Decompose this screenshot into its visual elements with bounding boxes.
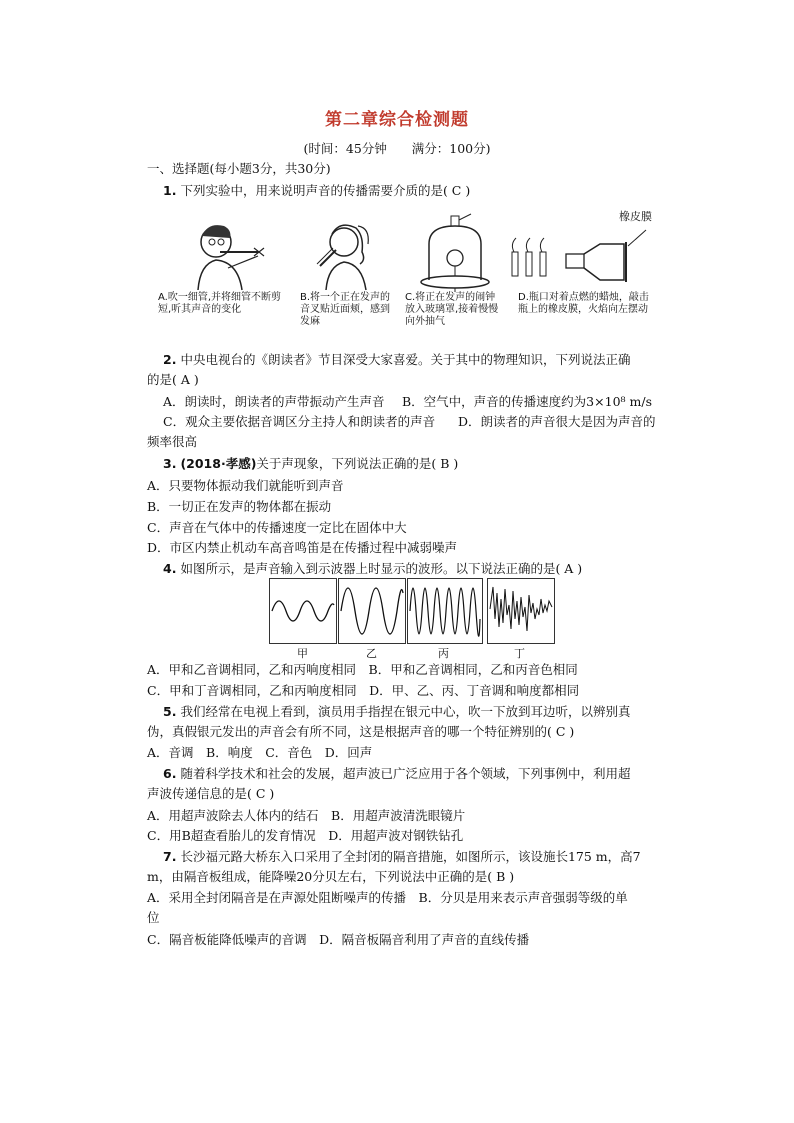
caption-c: C.将正在发声的闹钟放入玻璃罩,接着慢慢向外抽气 (405, 292, 499, 327)
exam-info: (时间：45分钟 满分：100分) (303, 141, 491, 156)
options: A．音调 B．响度 C．音色 D．回声 (147, 745, 373, 760)
question-stem: 随着科学技术和社会的发展，超声波已广泛应用于各个领域，下列事例中，利用超 (180, 766, 631, 781)
options-cd: C．隔音板能降低噪声的音调 D．隔音板隔音利用了声音的直线传播 (147, 932, 530, 947)
waveform-label-ding: 丁 (514, 647, 525, 660)
options-ab: A．甲和乙音调相同，乙和丙响度相同 B．甲和乙音调相同，乙和丙音色相同 (147, 662, 578, 677)
options-ab: A．采用全封闭隔音是在声源处阻断噪声的传播 B．分贝是用来表示声音强弱等级的单 (147, 890, 628, 905)
option-c: C．观众主要依据音调区分主持人和朗读者的声音 (163, 414, 436, 429)
option-d: D．朗读者的声音很大是因为声音的 (458, 414, 656, 429)
question-2 (163, 350, 630, 370)
caption-a: A.吹一细管,并将细管不断剪短,听其声音的变化 (158, 292, 282, 315)
waveform-yi-graph (339, 579, 405, 643)
option-a: A．朗读时，朗读者的声带振动产生声音 (163, 394, 385, 409)
question-stem-cont: m，由隔音板组成，能降噪20分贝左右，下列说法中正确的是( B ) (147, 869, 515, 884)
option-a: A．只要物体振动我们就能听到声音 (147, 478, 344, 493)
question-5 (163, 702, 630, 722)
figure-q1-a (158, 212, 286, 332)
question-number: 7. (163, 849, 177, 864)
waveform-jia (269, 578, 337, 644)
bell-jar-clock-illustration (405, 210, 505, 292)
question-source: (2018·孝感) (180, 456, 257, 471)
person-blowing-tube-illustration (158, 212, 286, 292)
question-number: 2. (163, 352, 177, 367)
caption-b: B.将一个正在发声的音叉贴近面颊，感到发麻 (300, 292, 391, 327)
options-cd: C．用B超查看胎儿的发育情况 D．用超声波对钢铁钻孔 (147, 828, 464, 843)
question-1 (163, 181, 470, 201)
options-ab-cont: 位 (147, 910, 160, 925)
option-b: B．一切正在发声的物体都在振动 (147, 499, 332, 514)
question-number: 3. (163, 456, 177, 471)
question-number: 5. (163, 704, 177, 719)
option-c: C．声音在气体中的传播速度一定比在固体中大 (147, 520, 407, 535)
figure-q1-d (508, 210, 658, 332)
question-7 (163, 847, 641, 867)
waveform-label-bing: 丙 (438, 647, 449, 660)
question-stem: 长沙福元路大桥东入口采用了全封闭的隔音措施，如图所示，该设施长175 m，高7 (180, 849, 641, 864)
question-stem-cont: 的是( A ) (147, 372, 199, 387)
question-stem: 下列实验中，用来说明声音的传播需要介质的是( C ) (180, 183, 471, 198)
question-number: 4. (163, 561, 177, 576)
question-3 (163, 454, 458, 474)
question-stem-cont: 伪，真假银元发出的声音会有所不同，这是根据声音的哪一个特征辨别的( C ) (147, 724, 575, 739)
figure-q1-c (405, 210, 505, 332)
question-stem-cont: 声波传递信息的是( C ) (147, 786, 275, 801)
question-number: 6. (163, 766, 177, 781)
option-d-cont: 频率很高 (147, 434, 198, 449)
question-6 (163, 764, 630, 784)
figure-q1-b (300, 212, 395, 332)
option-b: B．空气中，声音的传播速度约为3×10⁸ m/s (402, 394, 652, 409)
waveform-yi (338, 578, 406, 644)
rubber-membrane-label: 橡皮膜 (619, 210, 652, 223)
tuning-fork-face-illustration (300, 212, 395, 292)
waveform-ding (487, 578, 555, 644)
waveform-bing (407, 578, 483, 644)
section-heading: 一、选择题(每小题3分，共30分) (147, 161, 331, 176)
question-number: 1. (163, 183, 177, 198)
question-stem: 如图所示，是声音输入到示波器上时显示的波形。以下说法正确的是( A ) (180, 561, 583, 576)
question-stem: 关于声现象，下列说法正确的是( B ) (256, 456, 459, 471)
options-cd: C．甲和丁音调相同，乙和丙响度相同 D．甲、乙、丙、丁音调和响度都相同 (147, 683, 580, 698)
waveform-label-jia: 甲 (297, 647, 308, 660)
waveform-label-yi: 乙 (366, 647, 377, 660)
waveform-jia-graph (270, 579, 336, 643)
waveform-bing-graph (408, 579, 482, 643)
option-d: D．市区内禁止机动车高音鸣笛是在传播过程中减弱噪声 (147, 540, 458, 555)
question-stem: 中央电视台的《朗读者》节目深受大家喜爱。关于其中的物理知识，下列说法正确 (180, 352, 631, 367)
page-title: 第二章综合检测题 (325, 110, 469, 130)
caption-d: D.瓶口对着点燃的蜡烛，敲击瓶上的橡皮膜，火焰向左摆动 (518, 292, 649, 315)
waveform-ding-graph (488, 579, 554, 643)
candle-bottle-illustration (508, 218, 658, 290)
question-stem: 我们经常在电视上看到，演员用手指捏在银元中心，吹一下放到耳边听，以辨别真 (180, 704, 631, 719)
options-ab: A．用超声波除去人体内的结石 B．用超声波清洗眼镜片 (147, 808, 466, 823)
question-4 (163, 559, 582, 579)
